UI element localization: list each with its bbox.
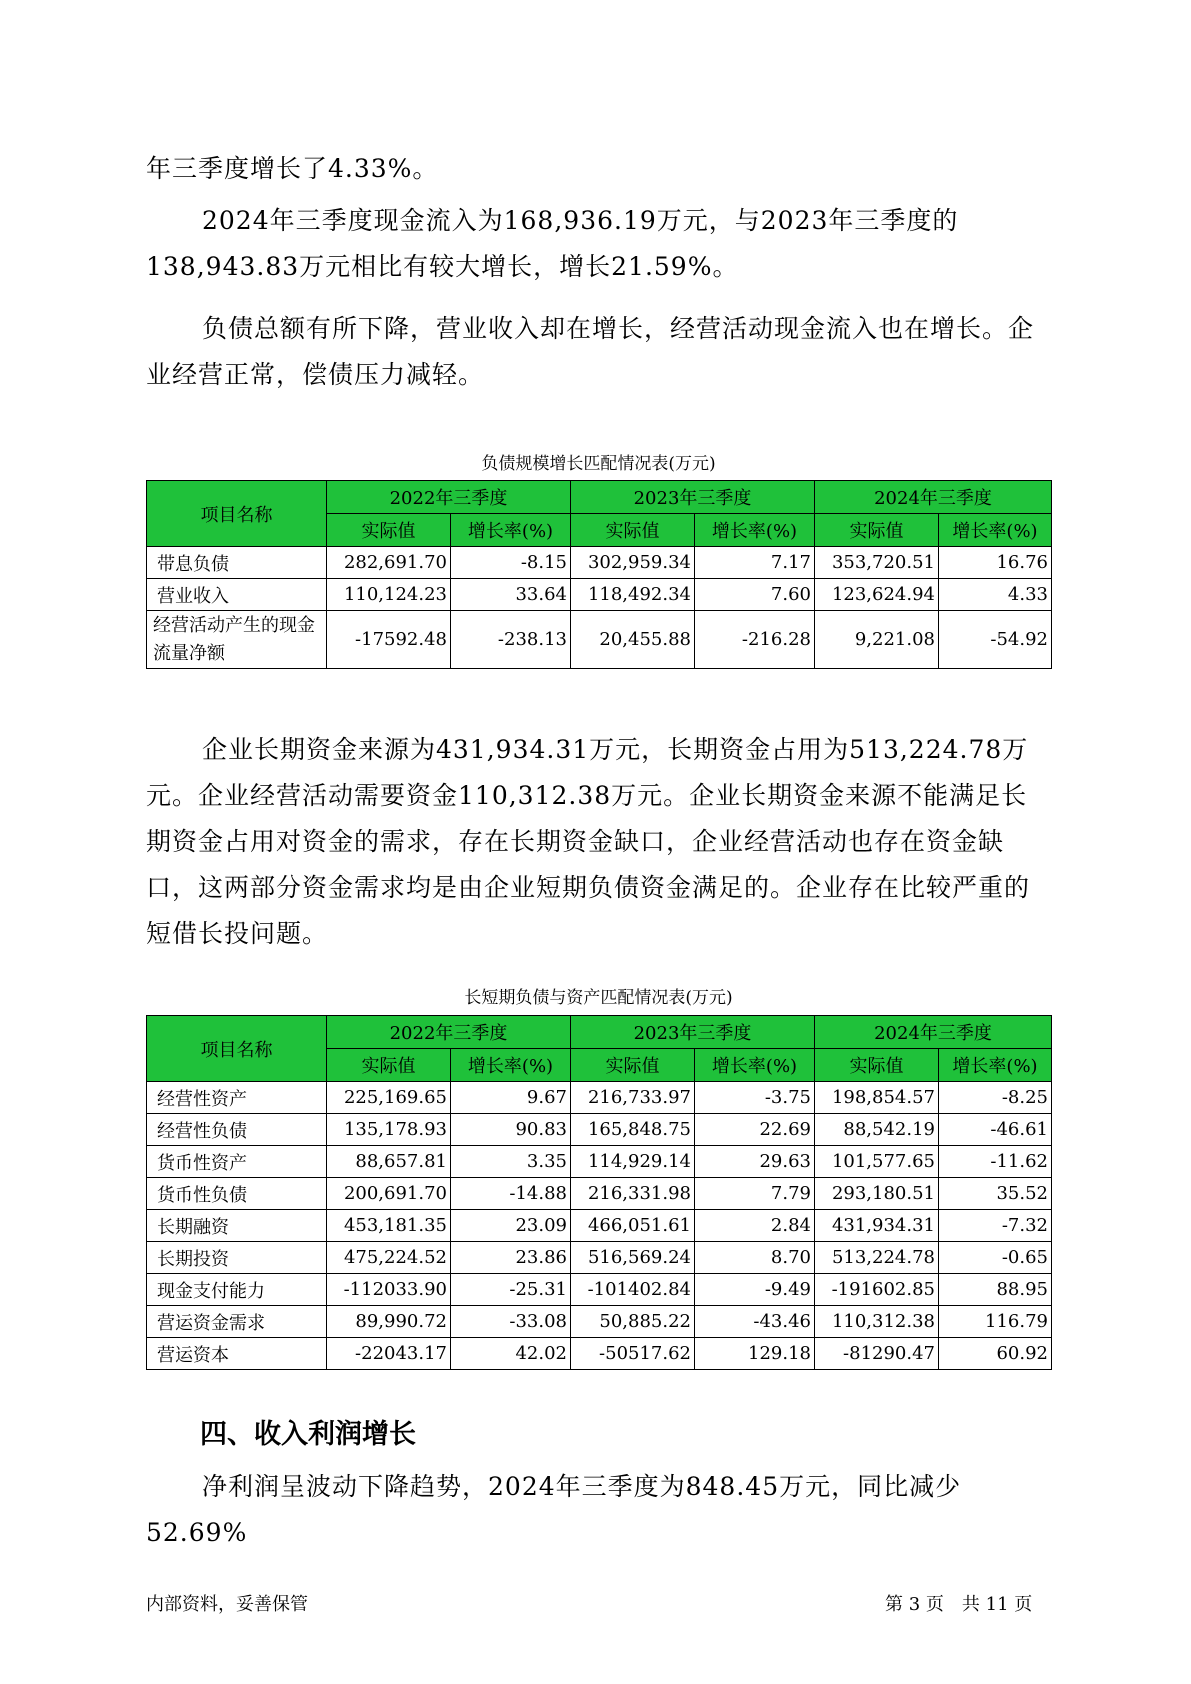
growth-rate-cell: 35.52 [939, 1178, 1052, 1210]
table-row [147, 611, 1052, 669]
table2-sub-actual: 实际值 [571, 1049, 695, 1082]
table-row [147, 1114, 1052, 1146]
actual-value-cell: 165,848.75 [571, 1114, 695, 1146]
growth-rate-cell: -8.15 [451, 547, 571, 579]
actual-value-cell: 123,624.94 [815, 579, 939, 611]
actual-value-cell: 216,331.98 [571, 1178, 695, 1210]
actual-value-cell: -101402.84 [571, 1274, 695, 1306]
actual-value-cell: 353,720.51 [815, 547, 939, 579]
table2-sub-actual: 实际值 [327, 1049, 451, 1082]
row-label: 长期融资 [147, 1210, 327, 1242]
table2-sub-actual: 实际值 [815, 1049, 939, 1082]
actual-value-cell: 89,990.72 [327, 1306, 451, 1338]
growth-rate-cell: -25.31 [451, 1274, 571, 1306]
table2-period: 2023年三季度 [571, 1016, 815, 1049]
actual-value-cell: 198,854.57 [815, 1082, 939, 1114]
table-row [147, 1338, 1052, 1370]
actual-value-cell: -50517.62 [571, 1338, 695, 1370]
actual-value-cell: 431,934.31 [815, 1210, 939, 1242]
footer-page-number: 第 3 页 共 11 页 [885, 1594, 1033, 1615]
table-row [147, 1146, 1052, 1178]
row-label: 现金支付能力 [147, 1274, 327, 1306]
table-row [147, 1274, 1052, 1306]
table1-sub-growth: 增长率(%) [939, 514, 1052, 547]
table-row [147, 1242, 1052, 1274]
growth-rate-cell: 4.33 [939, 579, 1052, 611]
row-label: 经营性资产 [147, 1082, 327, 1114]
row-label: 经营性负债 [147, 1114, 327, 1146]
table1-sub-actual: 实际值 [815, 514, 939, 547]
growth-rate-cell: -8.25 [939, 1082, 1052, 1114]
table2-period: 2022年三季度 [327, 1016, 571, 1049]
debt-growth-table [146, 480, 1052, 669]
paragraph-1: 年三季度增长了4.33%。 [146, 154, 439, 183]
actual-value-cell: 135,178.93 [327, 1114, 451, 1146]
growth-rate-cell: -43.46 [695, 1306, 815, 1338]
actual-value-cell: 88,657.81 [327, 1146, 451, 1178]
footer-left: 内部资料，妥善保管 [146, 1594, 308, 1615]
row-label: 带息负债 [147, 547, 327, 579]
table1-col-name: 项目名称 [147, 481, 327, 547]
growth-rate-cell: 129.18 [695, 1338, 815, 1370]
growth-rate-cell: 90.83 [451, 1114, 571, 1146]
row-label: 营运资本 [147, 1338, 327, 1370]
actual-value-cell: -22043.17 [327, 1338, 451, 1370]
actual-value-cell: 302,959.34 [571, 547, 695, 579]
growth-rate-cell: -3.75 [695, 1082, 815, 1114]
growth-rate-cell: 9.67 [451, 1082, 571, 1114]
actual-value-cell: 225,169.65 [327, 1082, 451, 1114]
table-row [147, 1210, 1052, 1242]
table-row [147, 1306, 1052, 1338]
growth-rate-cell: -54.92 [939, 611, 1052, 669]
growth-rate-cell: 7.79 [695, 1178, 815, 1210]
growth-rate-cell: -9.49 [695, 1274, 815, 1306]
actual-value-cell: -81290.47 [815, 1338, 939, 1370]
actual-value-cell: 282,691.70 [327, 547, 451, 579]
actual-value-cell: 101,577.65 [815, 1146, 939, 1178]
actual-value-cell: 293,180.51 [815, 1178, 939, 1210]
table1-sub-growth: 增长率(%) [451, 514, 571, 547]
table2-caption: 长短期负债与资产匹配情况表(万元) [464, 988, 733, 1008]
table1-period: 2022年三季度 [327, 481, 571, 514]
growth-rate-cell: 33.64 [451, 579, 571, 611]
table1-sub-actual: 实际值 [327, 514, 451, 547]
actual-value-cell: 114,929.14 [571, 1146, 695, 1178]
growth-rate-cell: 29.63 [695, 1146, 815, 1178]
actual-value-cell: -112033.90 [327, 1274, 451, 1306]
growth-rate-cell: 116.79 [939, 1306, 1052, 1338]
paragraph-4: 企业长期资金来源为431,934.31万元，长期资金占用为513,224.78万元。企业经营活动需要资金110,312.38万元。企业长期资金来源不能满足长期资金占用对资金的需求，存在长期资金缺口，企业经营活动也存在资金缺口，这两部分资金需求均是由企业短期负债资金满足的。企业存在比较严重的短借长投问题。 [146, 735, 1031, 948]
growth-rate-cell: 8.70 [695, 1242, 815, 1274]
growth-rate-cell: -0.65 [939, 1242, 1052, 1274]
growth-rate-cell: -11.62 [939, 1146, 1052, 1178]
growth-rate-cell: 16.76 [939, 547, 1052, 579]
growth-rate-cell: 60.92 [939, 1338, 1052, 1370]
growth-rate-cell: 22.69 [695, 1114, 815, 1146]
table2-sub-growth: 增长率(%) [939, 1049, 1052, 1082]
growth-rate-cell: 2.84 [695, 1210, 815, 1242]
table-row [147, 579, 1052, 611]
actual-value-cell: -191602.85 [815, 1274, 939, 1306]
table1-sub-growth: 增长率(%) [695, 514, 815, 547]
paragraph-3: 负债总额有所下降，营业收入却在增长，经营活动现金流入也在增长。企业经营正常，偿债压力减轻。 [146, 314, 1035, 389]
actual-value-cell: 118,492.34 [571, 579, 695, 611]
row-label: 营业收入 [147, 579, 327, 611]
actual-value-cell: -17592.48 [327, 611, 451, 669]
table1-sub-actual: 实际值 [571, 514, 695, 547]
growth-rate-cell: -7.32 [939, 1210, 1052, 1242]
growth-rate-cell: -33.08 [451, 1306, 571, 1338]
table2-sub-growth: 增长率(%) [695, 1049, 815, 1082]
row-label: 长期投资 [147, 1242, 327, 1274]
growth-rate-cell: 7.17 [695, 547, 815, 579]
growth-rate-cell: 23.09 [451, 1210, 571, 1242]
actual-value-cell: 475,224.52 [327, 1242, 451, 1274]
actual-value-cell: 50,885.22 [571, 1306, 695, 1338]
growth-rate-cell: -46.61 [939, 1114, 1052, 1146]
paragraph-2: 2024年三季度现金流入为168,936.19万元，与2023年三季度的138,943.83万元相比有较大增长，增长21.59%。 [146, 206, 959, 281]
actual-value-cell: 516,569.24 [571, 1242, 695, 1274]
actual-value-cell: 200,691.70 [327, 1178, 451, 1210]
growth-rate-cell: 7.60 [695, 579, 815, 611]
row-label: 货币性资产 [147, 1146, 327, 1178]
actual-value-cell: 466,051.61 [571, 1210, 695, 1242]
table2-sub-growth: 增长率(%) [451, 1049, 571, 1082]
growth-rate-cell: 42.02 [451, 1338, 571, 1370]
actual-value-cell: 513,224.78 [815, 1242, 939, 1274]
growth-rate-cell: 3.35 [451, 1146, 571, 1178]
actual-value-cell: 216,733.97 [571, 1082, 695, 1114]
table1-caption: 负债规模增长匹配情况表(万元) [481, 454, 716, 474]
actual-value-cell: 110,312.38 [815, 1306, 939, 1338]
growth-rate-cell: 23.86 [451, 1242, 571, 1274]
table1-period: 2023年三季度 [571, 481, 815, 514]
actual-value-cell: 9,221.08 [815, 611, 939, 669]
table1-body [147, 547, 1052, 669]
table-row [147, 1178, 1052, 1210]
growth-rate-cell: 88.95 [939, 1274, 1052, 1306]
actual-value-cell: 88,542.19 [815, 1114, 939, 1146]
table-row [147, 1082, 1052, 1114]
table2-body [147, 1082, 1052, 1370]
row-label: 营运资金需求 [147, 1306, 327, 1338]
growth-rate-cell: -238.13 [451, 611, 571, 669]
table2-period: 2024年三季度 [815, 1016, 1052, 1049]
paragraph-5: 净利润呈波动下降趋势，2024年三季度为848.45万元，同比减少52.69% [146, 1472, 962, 1547]
row-label: 经营活动产生的现金流量净额 [147, 611, 327, 669]
section-heading: 四、收入利润增长 [200, 1419, 416, 1450]
table-row [147, 547, 1052, 579]
debt-asset-match-table [146, 1015, 1052, 1370]
actual-value-cell: 110,124.23 [327, 579, 451, 611]
actual-value-cell: 20,455.88 [571, 611, 695, 669]
table2-col-name: 项目名称 [147, 1016, 327, 1082]
growth-rate-cell: -216.28 [695, 611, 815, 669]
actual-value-cell: 453,181.35 [327, 1210, 451, 1242]
row-label: 货币性负债 [147, 1178, 327, 1210]
growth-rate-cell: -14.88 [451, 1178, 571, 1210]
table1-period: 2024年三季度 [815, 481, 1052, 514]
